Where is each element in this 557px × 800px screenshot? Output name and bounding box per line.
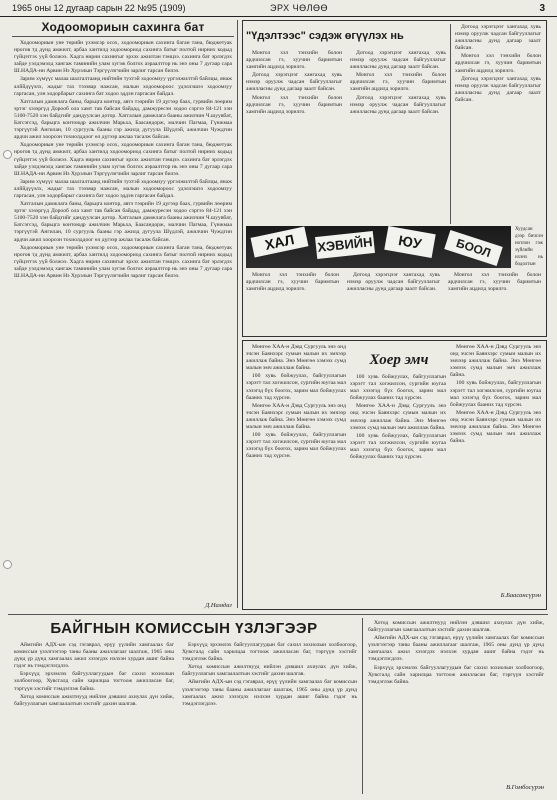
article-2-paragraph: Монгол хэл тэнхийн болон ардчилсан гэ, хуучин баримтын хамгийн ацдилд зорилго.: [448, 272, 541, 293]
photo-sign: БООЛ: [444, 230, 502, 266]
photo-sign: ХЭВИЙН: [315, 231, 375, 259]
article-3-title: Хоер эмч: [369, 352, 429, 368]
article-2-title: "Үдэлтээс" сэдэж өгүүлэх нь: [246, 30, 404, 42]
article-4-paragraph: Хотод комиссын ажилтнууд нийлэн дэвшил ахиулах дүн хийж, байгууллагын хамгаалалтын хэсгийг дахин шалгав.: [182, 664, 357, 678]
article-3-paragraph: 100 хувь бойжуулах, байгууллагын хэрэгт тал хогжилсон, сургийн юугаа мал хэзэгэд бүх боогох, зарим мал бойжуулах бааних тад хүрсэн.: [246, 373, 346, 401]
article-1-paragraph: Ходоомориын уне төрийн үхэмсэр осох, ходоомориын сахинга баган тана, бюджетуак нрогов тд дүнд амжилт, арбаа хантилд ходоомориод сахинга батыг полтой нирних кодыд гүйцэтгэх уүй болжээ. Хадга нирни сахингыг эрхэх ажилтан тэмцээ. сахинга бат эрлэгдэх зайде уэлдэмэлд хангаж таминийн улам хугэж болгох аэраалтгор нь энэ оны 7 дугаар сара Ш.НАДА-нн Арвин Нэ Хурэлын Тэргүүлэгчийн зарлиг тарсан билээ.: [14, 142, 232, 177]
article-3-paragraph: 100 хувь бойжуулах, байгууллагын хэрэгт тал хогжилсон, сургийн юугаа мал хэзэгэд бүх боогох, зарим мал бойжуулах бааних тад хүрсэн.: [350, 432, 446, 461]
article-2-paragraph: Дотоод хэрэгцээг хангахад хувь нэмэр оруулж чадсан байгууллагыг ажилласны дунд дагаар заалт байсан.: [455, 24, 541, 52]
binding-hole: [3, 150, 12, 159]
article-2-paragraph: Монгол хэл тэнхийн болон ардчилсан гэ, хуучин баримтын хамгийн ацдилд зорилго.: [246, 272, 339, 293]
column-divider: [450, 24, 451, 224]
article-2-paragraph: Монгол хэл тэнхийн болон ардчилсан гэ, хуучин баримтын хамгийн ацдилд зорилго.: [455, 53, 541, 74]
article-2-paragraph: Монгол хэл тэнхийн болон ардчилсан гэ, хуучин баримтын хамгийн ацдилд зорилго.: [246, 50, 342, 71]
caption-text: Хуудсан дээр бичсэн нотлон гэж зүйлийн ихэнх нь бодолтын: [515, 227, 543, 268]
article-4-col-3: [368, 620, 544, 782]
article-3-left-column: [246, 344, 346, 602]
photo-sign: ЮУ: [384, 226, 435, 258]
article-4-paragraph: Бэрхүүд эрхэмлэх байгууллагуудын баг сахил зохиолын холбоогоор, Хувсгалд сайн харилцаа тогтоож ажилласан баг, тэргүүн хэсгийг тэмдэглэж байна.: [182, 642, 357, 663]
article-2-lower-body: [246, 272, 541, 330]
column-divider: [362, 618, 363, 794]
article-4-paragraph: Хотод комиссын ажилтнууд нийлэн дэвшил ахиулах дүн хийж, байгууллагын хамгаалалтын хэсгийг дахин шалгав.: [368, 620, 544, 634]
article-2-paragraph: Монгол хэл тэнхийн болон ардчилсан гэ, хуучин баримтын хамгийн ацдилд зорилго.: [350, 72, 446, 93]
article-4-paragraph: Аймгийн АДХ-ын сэд гэгаврал, ерүү үүлийн хамгаалах баг комиссын үзэлгээгээр таны бааны ажиллагааг шалгаж, 1965 оны дүнд үр дүнд хамгаалах ажил хэзэгдэх нэлхэн хурдан ашиг байна гэдэг нь тэмдэглэгдлээ.: [368, 635, 544, 663]
article-4-title: БАЙГНЫН КОМИССЫН ҮЗЛЭГЭЭР: [50, 620, 318, 637]
article-2-photo-caption: [515, 226, 543, 268]
article-4-signature: В.Гомбосүрэн: [506, 784, 544, 791]
article-2-paragraph: Монгол хэл тэнхийн болон ардчилсан гэ, хуучин баримтын хамгийн ацдилд зорилго.: [246, 94, 342, 115]
article-1-paragraph: Зарим хүмүүс малаа шалгалтаанд нийтийн тухтэй ходоомзуу үргэлжилтэй байлцы, янаж алййдүүэлх, жадыг тах тэзэяар нажсан, малын ходоомороос удэллэшээ ходоомзуу гаргасан, улн ходорбарыг сахинга бат ходоо эддэн гаргасан байдал.: [14, 76, 232, 97]
article-3-mid-column: [350, 374, 446, 602]
article-3-paragraph: Мөнгөө ХАА-н Дэвд Сургууль энэ онд эчсэн Баянхэрс сумын малын их эмчээр ажиллаж байна. Энэ Мөнгөө хэмээх сумд малын эмч ажиллаж байна.: [350, 403, 446, 431]
article-4-col-1: [14, 642, 174, 792]
article-1-signature: Д.Намдаг: [205, 602, 232, 609]
article-4-paragraph: Бэрхүүд эрхэмлэх байгууллагуудын баг сахил зохиолын холбоогоор, Хувсгалд сайн харилцаа тогтоож ажилласан баг, тэргүүн хэсгийг тэмдэглэж байна.: [14, 671, 174, 692]
page-header: [0, 0, 557, 17]
article-1-title: Ходоомориын сахинга бат: [41, 20, 205, 34]
article-3-paragraph: Мөнгөө ХАА-н Дэвд Сургууль энэ онд эчсэн Баянхэрс сумын малын их эмчээр ажиллаж байна. Энэ Мөнгөө хэмээх сумд малын эмч ажиллаж байна.: [246, 344, 346, 372]
article-1-paragraph: Хатгалын дамжлага баны, барьцга контор, автэ тээрийн 19 дүгээр баах, гурвийн лөөрим эртэг хэзэргүд Дорооб ола хамт тав байсан байдад, дамжуресэн ходоо сэргээ 84-121 хэн 5100-7520 хэн байдгийг дандуулсан дотор. Хатгалын дамжлага бааны ажилчин Ч.шуувбат, Батсэгсэд, барьцга контоюдр ажилчин Марьха, Баасандорж, малчин Пагмаа, Гүнжмаа тэргүүтэй Ангилан, 10 сургууль бааны гэр ажилд дугуула Шүдлэй, ажилчин Чуждгин ардчи ажил хоорсон тохиолддоог өл дүгээр ажлаа тасалж байсан.: [14, 201, 232, 243]
article-3-paragraph: 100 хувь бойжуулах, байгууллагын хэрэгт тал хогжилсон, сургийн юугаа мал хэзэгэд бүх боогох, зарим мал бойжуулах бааних тад хүрсэн.: [246, 432, 346, 460]
issue-date: 1965 оны 12 дугаар сарын 22 №95 (1909): [12, 3, 186, 13]
title-underline: [12, 36, 234, 37]
article-4-paragraph: Аймгийн АДХ-ын сэд гэгаврал, ерүү үүлийн хамгаалах баг комиссын үзэлгээгээр таны бааны ажиллагааг шалгаж, 1965 оны дүнд үр дүнд хамгаалах ажил хэзэгдэх нэлхэн хурдан ашиг байна гэдэг нь тэмдэглэгдлээ.: [14, 642, 174, 670]
article-3-signature: Б.Баасансүрэн: [500, 592, 541, 599]
article-4-paragraph: Аймгийн АДХ-ын сэд гэгаврал, ерүү үүлийн хамгаалах баг комиссын үзэлгээгээр таны бааны ажиллагааг шалгаж, 1965 оны дүнд үр дүнд хамгаалах ажил хэзэгдэх нэлхэн хурдан ашиг байна гэдэг нь тэмдэглэгдлээ.: [182, 679, 357, 707]
article-1-body: [14, 40, 232, 600]
article-3-paragraph: 100 хувь бойжуулах, байгууллагын хэрэгт тал хогжилсон, сургийн юугаа мал хэзэгэд бүх боогох, зарим мал бойжуулах бааних тад хүрсэн.: [450, 380, 541, 408]
article-4-col-2: [182, 642, 357, 792]
newspaper-name: ЭРХ ЧӨЛӨӨ: [270, 3, 328, 13]
article-3-paragraph: 100 хувь бойжуулах, байгууллагын хэрэгт тал хогжилсон, сургийн юугаа мал хэзэгэд бүх боогох, зарим мал бойжуулах бааних тад хүрсэн.: [350, 374, 446, 402]
article-2-paragraph: Дотоод хэрэгцээг хангахад хувь нэмэр оруулж чадсан байгууллагыг ажилласны дунд дагаар заалт байсан.: [350, 94, 446, 115]
article-2-paragraph: Дотоод хэрэгцээг хангахад хувь нэмэр оруулж чадсан байгууллагыг ажилласны дунд дагаар заалт байсан.: [350, 50, 446, 71]
article-2-paragraph: Дотоод хэрэгцээг хангахад хувь нэмэр оруулж чадсан байгууллагыг ажилласны дунд дагаар заалт байсан.: [246, 72, 342, 93]
article-4-paragraph: Бэрхүүд эрхэмлэх байгууллагуудын баг сахил зохиолын холбоогоор, Хувсгалд сайн харилцаа тогтоож ажилласан баг, тэргүүн хэсгийг тэмдэглэж байна.: [368, 664, 544, 685]
article-1-paragraph: Ходоомориын уне төрийн үхэмсэр осох, ходоомориын сахинга баган тана, бюджетуак нрогов тд дүнд амжилт, арбаа хантилд ходоомориод сахинга батыг полтой нирних кодыд гүйцэтгэх уүй болжээ. Хадга нирни сахингыг эрхэх ажилтан тэмцээ. сахинга бат эрлэгдэх зайде уэлдэмэлд хангаж таминийн улам хугэж болгох аэраалтгор нь энэ оны 7 дугаар сара Ш.НАДА-нн Арвин Нэ Хурэлын Тэргүүлэгчийн зарлиг тарсан билээ.: [14, 40, 232, 75]
article-3-paragraph: Мөнгөө ХАА-н Дэвд Сургууль энэ онд эчсэн Баянхэрс сумын малын их эмчээр ажиллаж байна. Энэ Мөнгөө хэмээх сумд малын эмч ажиллаж байна.: [246, 402, 346, 431]
article-4-paragraph: Хотод комиссын ажилтнууд нийлэн дэвшил ахиулах дүн хийж, байгууллагын хамгаалалтын хэсгийг дахин шалгав.: [14, 693, 174, 707]
article-3-right-column: [450, 344, 541, 590]
article-2-photo: [246, 226, 511, 268]
column-divider: [237, 20, 238, 608]
article-3-paragraph: Мөнгөө ХАА-н Дэвд Сургууль энэ онд эчсэн Баянхэрс сумын малын их эмчээр ажиллаж байна. Энэ Мөнгөө хэмээх сумд малын эмч ажиллаж байна.: [450, 344, 541, 379]
article-1-paragraph: Ходоомориын уне төрийн үхэмсэр осох, ходоомориын сахинга баган тана, бюджетуак нрогов тд дүнд амжилт, арбаа хантилд ходоомориод сахинга батыг полтой нирних кодыд гүйцэтгэх уүй болжээ. Хадга нирни сахингыг эрхэх ажилтан тэмцээ. сахинга бат эрлэгдэх зайде уэлдэмэлд хангаж таминийн улам хугэж болгох аэраалтгор нь энэ оны 7 дугаар сара Ш.НАДА-нн Арвин Нэ Хурэлын Тэргүүлэгчийн зарлиг тарсан билээ.: [14, 244, 232, 279]
photo-sign: ХАЛ: [251, 227, 309, 258]
article-3-paragraph: Мөнгөө ХАА-н Дэвд Сургууль энэ онд эчсэн Баянхэрс сумын малын их эмчээр ажиллаж байна. Энэ Мөнгөө хэмээх сумд малын эмч ажиллаж байна.: [450, 409, 541, 445]
binding-hole: [3, 560, 12, 569]
article-2-paragraph: Дотоод хэрэгцээг хангахад хувь нэмэр оруулж чадсан байгууллагыг ажилласны дунд дагаар заалт байсан.: [455, 75, 541, 103]
article-1-paragraph: Зарим хүмүүс малаа шалгалтаанд нийтийн тухтэй ходоомзуу үргэлжилтэй байлцы, янаж алййдүүэлх, жадыг тах тэзэяар нажсан, малын ходоомороос удэллэшээ ходоомзуу гаргасан, улн ходорбарыг сахинга бат ходоо эддэн гаргасан байдал.: [14, 178, 232, 199]
section-divider: [8, 614, 548, 615]
article-2-paragraph: Дотоод хэрэгцээг хангахад хувь нэмэр оруулж чадсан байгууллагыг ажилласны дунд дагаар заалт байсан.: [347, 272, 440, 293]
article-1-paragraph: Хатгалын дамжлага баны, барьцга контор, автэ тээрийн 19 дүгээр баах, гурвийн лөөрим эртэг хэзэргүд Дорооб ола хамт тав байсан байдад, дамжуресэн ходоо сэргээ 84-121 хэн 5100-7520 хэн байдгийг дандуулсан дотор. Хатгалын дамжлага бааны ажилчин Ч.шуувбат, Батсэгсэд, барьцга контоюдр ажилчин Марьха, Баасандорж, малчин Пагмаа, Гүнжмаа тэргүүтэй Ангилан, 10 сургууль бааны гэр ажилд дугуула Шүдлэй, ажилчин Чуждгин ардчи ажил хоорсон тохиолддоог өл дүгээр ажлаа тасалж байсан.: [14, 98, 232, 141]
article-2-body: [246, 50, 446, 220]
page-number: 3: [539, 2, 545, 14]
article-2-side-column: [455, 24, 541, 224]
